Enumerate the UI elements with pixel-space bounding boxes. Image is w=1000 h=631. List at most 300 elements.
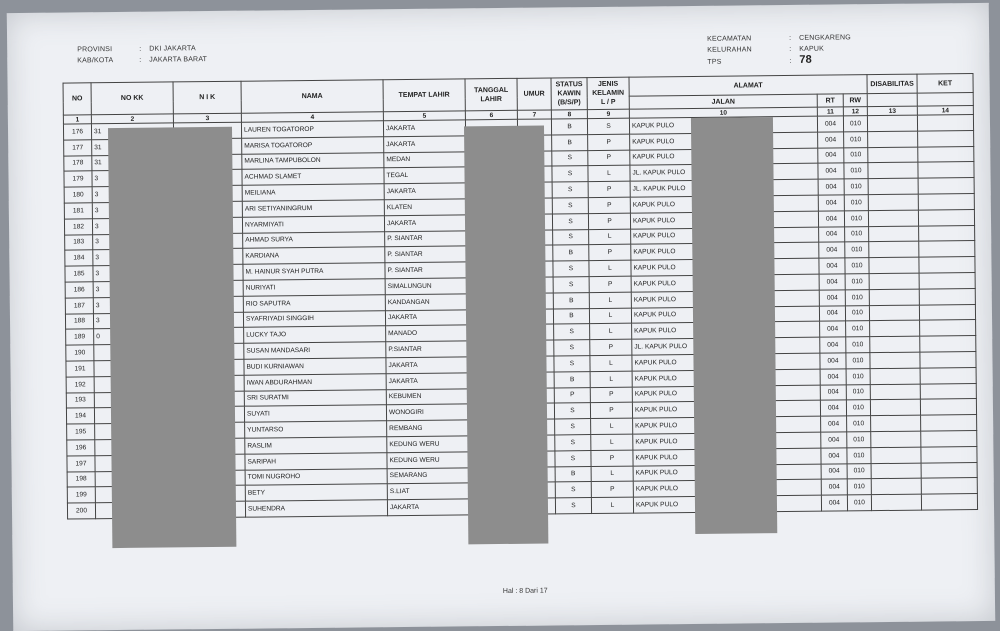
cell-jenis-kelamin: P: [588, 181, 630, 197]
cell-ket: [921, 430, 977, 446]
cell-status-kawin: S: [555, 435, 591, 451]
cell-no: 191: [66, 361, 94, 377]
column-number: 11: [817, 107, 843, 116]
cell-tempat-lahir: KLATEN: [384, 199, 466, 216]
cell-jalan: KAPUK PULO: [629, 116, 817, 134]
cell-status-kawin: S: [554, 324, 590, 340]
cell-status-kawin: S: [555, 419, 591, 435]
cell-rt: 004: [819, 258, 845, 274]
cell-nama: LUCKY TAJO: [244, 326, 386, 343]
cell-tempat-lahir: MANADO: [386, 325, 468, 342]
cell-rt: 004: [820, 337, 846, 353]
cell-nama: RIO SAPUTRA: [243, 294, 385, 311]
cell-tempat-lahir: JAKARTA: [386, 357, 468, 374]
cell-jenis-kelamin: L: [589, 308, 631, 324]
cell-no: 183: [65, 234, 93, 250]
cell-ket: [921, 478, 977, 494]
col-umur: UMUR: [517, 78, 551, 110]
cell-jalan: KAPUK PULO: [633, 416, 821, 434]
cell-rt: 004: [821, 495, 847, 511]
cell-status-kawin: B: [555, 466, 591, 482]
cell-status-kawin: S: [555, 450, 591, 466]
cell-ket: [917, 115, 973, 131]
cell-disabilitas: [867, 115, 917, 131]
column-number: 1: [63, 115, 91, 124]
cell-no-kk: 31: [92, 155, 174, 172]
cell-tempat-lahir: JAKARTA: [385, 309, 467, 326]
cell-tempat-lahir: KEDUNG WERU: [387, 452, 469, 469]
cell-no-kk: 31: [91, 123, 173, 140]
cell-status-kawin: S: [553, 261, 589, 277]
cell-tempat-lahir: P. SIANTAR: [385, 246, 467, 263]
cell-no: 188: [65, 313, 93, 329]
cell-rw: 010: [844, 210, 868, 226]
cell-jalan: KAPUK PULO: [633, 432, 821, 450]
cell-status-kawin: B: [554, 371, 590, 387]
cell-status-kawin: B: [553, 308, 589, 324]
cell-rt: 004: [819, 305, 845, 321]
cell-nama: SUYATI: [244, 405, 386, 422]
cell-nama: M. HAINUR SYAH PUTRA: [243, 263, 385, 280]
cell-rt: 004: [818, 147, 844, 163]
col-ket: KET: [917, 74, 973, 94]
cell-disabilitas: [868, 163, 918, 179]
col-tempat-lahir: TEMPAT LAHIR: [383, 79, 465, 112]
cell-no-kk: 3: [92, 170, 174, 187]
cell-no-kk: 3: [93, 249, 175, 266]
cell-rt: 004: [818, 195, 844, 211]
cell-jenis-kelamin: L: [591, 418, 633, 434]
cell-disabilitas: [871, 463, 921, 479]
cell-tempat-lahir: MEDAN: [384, 151, 466, 168]
cell-tempat-lahir: JAKARTA: [387, 499, 469, 516]
cell-no: 199: [67, 487, 95, 503]
cell-rw: 010: [847, 463, 871, 479]
col-jalan: JALAN: [629, 94, 817, 109]
cell-jalan: KAPUK PULO: [631, 274, 819, 292]
cell-tempat-lahir: SIMALUNGUN: [385, 278, 467, 295]
column-number: 3: [173, 113, 241, 123]
cell-no: 198: [67, 471, 95, 487]
cell-jalan: KAPUK PULO: [632, 322, 820, 340]
header-right: [707, 32, 851, 67]
cell-nama: SYAFRIYADI SINGGIH: [243, 310, 385, 327]
cell-disabilitas: [868, 131, 918, 147]
cell-ket: [920, 336, 976, 352]
cell-status-kawin: S: [553, 277, 589, 293]
column-number: 5: [383, 111, 465, 121]
cell-rt: 004: [820, 321, 846, 337]
cell-no-kk: 3: [93, 233, 175, 250]
cell-disabilitas: [869, 305, 919, 321]
cell-ket: [918, 146, 974, 162]
cell-status-kawin: B: [553, 245, 589, 261]
cell-disabilitas: [869, 273, 919, 289]
cell-nama: MARISA TOGATOROP: [242, 137, 384, 154]
cell-no-kk: 31: [92, 139, 174, 156]
cell-ket: [921, 415, 977, 431]
cell-status-kawin: S: [552, 150, 588, 166]
cell-disabilitas: [868, 178, 918, 194]
cell-tempat-lahir: JAKARTA: [383, 120, 465, 137]
cell-rw: 010: [847, 416, 871, 432]
header-left: [77, 43, 207, 66]
cell-no: 182: [64, 219, 92, 235]
cell-tempat-lahir: KEBUMEN: [386, 388, 468, 405]
cell-no: 180: [64, 187, 92, 203]
cell-nama: YUNTARSO: [245, 421, 387, 438]
cell-disabilitas: [868, 147, 918, 163]
cell-jalan: KAPUK PULO: [632, 385, 820, 403]
col-disabilitas-blank: [867, 93, 917, 107]
cell-tempat-lahir: S.LIAT: [387, 483, 469, 500]
cell-no: 185: [65, 266, 93, 282]
cell-jenis-kelamin: L: [589, 260, 631, 276]
cell-rw: 010: [847, 479, 871, 495]
cell-rt: 004: [819, 274, 845, 290]
cell-rt: 004: [818, 211, 844, 227]
cell-rw: 010: [845, 289, 869, 305]
cell-disabilitas: [868, 210, 918, 226]
cell-tempat-lahir: KANDANGAN: [385, 294, 467, 311]
cell-rt: 004: [818, 179, 844, 195]
cell-disabilitas: [871, 478, 921, 494]
cell-ket: [920, 383, 976, 399]
cell-jenis-kelamin: L: [590, 371, 632, 387]
redaction-block-tanggal: [464, 126, 548, 545]
cell-tempat-lahir: JAKARTA: [384, 215, 466, 232]
cell-rt: 004: [818, 132, 844, 148]
cell-ket: [920, 399, 976, 415]
cell-tempat-lahir: TEGAL: [384, 167, 466, 184]
cell-jenis-kelamin: L: [588, 166, 630, 182]
cell-ket: [921, 462, 977, 478]
cell-jalan: JL. KAPUK PULO: [630, 179, 818, 197]
cell-rw: 010: [846, 353, 870, 369]
cell-jalan: KAPUK PULO: [631, 290, 819, 308]
cell-ket: [918, 209, 974, 225]
cell-ket: [918, 162, 974, 178]
cell-status-kawin: S: [553, 229, 589, 245]
cell-disabilitas: [870, 368, 920, 384]
col-nik: N I K: [173, 81, 241, 114]
cell-disabilitas: [870, 384, 920, 400]
column-number: 12: [843, 107, 867, 116]
cell-nama: LAUREN TOGATOROP: [241, 121, 383, 138]
cell-rt: 004: [821, 463, 847, 479]
cell-rt: 004: [820, 369, 846, 385]
cell-tempat-lahir: SEMARANG: [387, 467, 469, 484]
cell-status-kawin: S: [554, 340, 590, 356]
cell-jenis-kelamin: P: [589, 276, 631, 292]
cell-jenis-kelamin: L: [590, 355, 632, 371]
cell-nama: BETY: [245, 484, 387, 501]
col-tanggal-lahir: TANGGAL LAHIR: [465, 78, 517, 111]
col-alamat: ALAMAT: [629, 75, 867, 96]
cell-no: 179: [64, 171, 92, 187]
cell-nama: SRI SURATMI: [244, 389, 386, 406]
cell-nama: TOMI NUGROHO: [245, 468, 387, 485]
cell-rw: 010: [846, 321, 870, 337]
cell-jalan: KAPUK PULO: [630, 211, 818, 229]
cell-disabilitas: [871, 415, 921, 431]
tps-line: TPS : 78: [707, 53, 813, 66]
cell-nama: MEILIANA: [242, 184, 384, 201]
cell-no: 184: [65, 250, 93, 266]
cell-tempat-lahir: REMBANG: [387, 420, 469, 437]
cell-rw: 010: [844, 195, 868, 211]
cell-tempat-lahir: WONOGIRI: [386, 404, 468, 421]
cell-jenis-kelamin: P: [588, 197, 630, 213]
column-number: 14: [917, 106, 973, 116]
cell-rt: 004: [820, 353, 846, 369]
column-number: 7: [517, 110, 551, 119]
cell-jalan: KAPUK PULO: [631, 306, 819, 324]
col-nama: NAMA: [241, 80, 383, 113]
cell-disabilitas: [871, 494, 921, 510]
cell-ket: [921, 446, 977, 462]
cell-no-kk: 3: [93, 312, 175, 329]
redaction-block-alamat: [691, 117, 777, 534]
provinsi-value: DKI JAKARTA: [149, 45, 196, 53]
cell-nama: SARIPAH: [245, 452, 387, 469]
cell-status-kawin: S: [552, 213, 588, 229]
cell-jenis-kelamin: P: [590, 339, 632, 355]
cell-nama: MARLINA TAMPUBOLON: [242, 152, 384, 169]
cell-no-kk: 3: [92, 186, 174, 203]
cell-jalan: KAPUK PULO: [630, 148, 818, 166]
cell-status-kawin: S: [552, 182, 588, 198]
cell-jenis-kelamin: P: [590, 387, 632, 403]
column-number: 4: [241, 112, 383, 122]
cell-status-kawin: B: [553, 292, 589, 308]
cell-jenis-kelamin: P: [591, 450, 633, 466]
cell-rw: 010: [845, 274, 869, 290]
cell-no: 197: [67, 455, 95, 471]
cell-ket: [919, 288, 975, 304]
cell-rt: 004: [821, 448, 847, 464]
col-ket-blank: [917, 93, 973, 107]
kelurahan-label: KELURAHAN: [707, 46, 752, 54]
cell-status-kawin: B: [552, 134, 588, 150]
col-jenis-kelamin: JENIS KELAMIN L / P: [587, 77, 629, 109]
cell-ket: [918, 178, 974, 194]
cell-rw: 010: [844, 131, 868, 147]
cell-jalan: KAPUK PULO: [633, 464, 821, 482]
col-rw: RW: [843, 94, 867, 107]
cell-status-kawin: S: [552, 198, 588, 214]
cell-jalan: KAPUK PULO: [631, 258, 819, 276]
cell-jalan: JL. KAPUK PULO: [632, 337, 820, 355]
page-number: Hal : 8 Dari 17: [502, 587, 548, 595]
column-number: 2: [91, 114, 173, 124]
cell-no-kk: 3: [92, 218, 174, 235]
cell-jenis-kelamin: L: [590, 323, 632, 339]
cell-jalan: KAPUK PULO: [633, 479, 821, 497]
cell-jenis-kelamin: L: [589, 229, 631, 245]
cell-ket: [920, 320, 976, 336]
cell-rt: 004: [821, 416, 847, 432]
cell-status-kawin: P: [554, 387, 590, 403]
cell-tempat-lahir: JAKARTA: [384, 136, 466, 153]
cell-rw: 010: [846, 384, 870, 400]
col-no: NO: [63, 83, 91, 115]
cell-rw: 010: [844, 179, 868, 195]
cell-disabilitas: [870, 320, 920, 336]
cell-ket: [920, 351, 976, 367]
cell-jalan: KAPUK PULO: [633, 448, 821, 466]
cell-nama: AHMAD SURYA: [243, 231, 385, 248]
cell-rt: 004: [821, 432, 847, 448]
cell-rw: 010: [845, 258, 869, 274]
cell-jenis-kelamin: P: [590, 402, 632, 418]
cell-jenis-kelamin: P: [588, 134, 630, 150]
column-number: 9: [587, 109, 629, 118]
cell-ket: [920, 367, 976, 383]
cell-no: 187: [65, 298, 93, 314]
cell-disabilitas: [869, 289, 919, 305]
cell-jenis-kelamin: L: [589, 292, 631, 308]
cell-jalan: KAPUK PULO: [632, 353, 820, 371]
cell-rw: 010: [845, 305, 869, 321]
cell-status-kawin: S: [555, 498, 591, 514]
cell-jalan: KAPUK PULO: [632, 401, 820, 419]
provinsi-line: PROVINSI : DKI JAKARTA: [77, 45, 196, 54]
cell-no-kk: 0: [94, 328, 176, 345]
tps-value: 78: [799, 53, 813, 66]
cell-status-kawin: B: [551, 119, 587, 135]
cell-no: 177: [64, 140, 92, 156]
cell-disabilitas: [868, 194, 918, 210]
cell-no: 192: [66, 377, 94, 393]
col-disabilitas: DISABILITAS: [867, 74, 917, 94]
kecamatan-label: KECAMATAN: [707, 35, 752, 43]
cell-no: 194: [66, 408, 94, 424]
cell-rw: 010: [844, 147, 868, 163]
cell-no: 176: [63, 124, 91, 140]
cell-no: 193: [66, 392, 94, 408]
cell-tempat-lahir: P. SIANTAR: [385, 262, 467, 279]
cell-no: 195: [67, 424, 95, 440]
column-number: 10: [629, 107, 817, 118]
cell-jalan: KAPUK PULO: [630, 195, 818, 213]
cell-jalan: KAPUK PULO: [633, 495, 821, 513]
cell-disabilitas: [871, 431, 921, 447]
cell-disabilitas: [869, 226, 919, 242]
col-no-kk: NO KK: [91, 82, 173, 115]
cell-rt: 004: [821, 479, 847, 495]
column-number: 8: [551, 110, 587, 119]
cell-tempat-lahir: P. SIANTAR: [385, 230, 467, 247]
cell-no: 196: [67, 440, 95, 456]
cell-rw: 010: [844, 163, 868, 179]
cell-disabilitas: [870, 352, 920, 368]
cell-jalan: KAPUK PULO: [632, 369, 820, 387]
cell-tempat-lahir: KEDUNG WERU: [387, 436, 469, 453]
cell-nama: RASLIM: [245, 437, 387, 454]
cell-nama: ACHMAD SLAMET: [242, 168, 384, 185]
cell-no: 190: [66, 345, 94, 361]
cell-no-kk: 3: [93, 265, 175, 282]
kecamatan-value: CENGKARENG: [799, 34, 851, 42]
cell-rw: 010: [846, 337, 870, 353]
cell-nama: NURIYATI: [243, 279, 385, 296]
cell-status-kawin: S: [554, 403, 590, 419]
cell-no-kk: 3: [93, 281, 175, 298]
kab-value: JAKARTA BARAT: [149, 56, 208, 64]
cell-nama: IWAN ABDURAHMAN: [244, 373, 386, 390]
redaction-block-kk: [108, 127, 236, 548]
cell-jalan: JL. KAPUK PULO: [630, 164, 818, 182]
cell-ket: [919, 257, 975, 273]
cell-rw: 010: [847, 495, 871, 511]
cell-jenis-kelamin: P: [589, 245, 631, 261]
cell-nama: ARI SETIYANINGRUM: [242, 200, 384, 217]
cell-rw: 010: [846, 368, 870, 384]
cell-rt: 004: [819, 242, 845, 258]
tps-label: TPS: [707, 58, 722, 66]
kecamatan-line: KECAMATAN : CENGKARENG: [707, 34, 851, 43]
cell-jalan: KAPUK PULO: [630, 132, 818, 150]
cell-rt: 004: [820, 400, 846, 416]
cell-status-kawin: S: [554, 356, 590, 372]
cell-rw: 010: [845, 242, 869, 258]
cell-rw: 010: [843, 116, 867, 132]
cell-nama: SUSAN MANDASARI: [244, 342, 386, 359]
cell-ket: [918, 130, 974, 146]
cell-rt: 004: [818, 163, 844, 179]
cell-nama: SUHENDRA: [245, 500, 387, 517]
cell-ket: [919, 304, 975, 320]
cell-status-kawin: S: [555, 482, 591, 498]
cell-rw: 010: [847, 432, 871, 448]
cell-ket: [919, 225, 975, 241]
col-rt: RT: [817, 94, 843, 107]
cell-disabilitas: [869, 241, 919, 257]
cell-rw: 010: [845, 226, 869, 242]
cell-nama: NYARMIYATI: [242, 215, 384, 232]
cell-jenis-kelamin: L: [591, 497, 633, 513]
cell-tempat-lahir: JAKARTA: [384, 183, 466, 200]
cell-jenis-kelamin: L: [591, 466, 633, 482]
cell-disabilitas: [870, 399, 920, 415]
cell-nama: KARDIANA: [243, 247, 385, 264]
cell-ket: [919, 241, 975, 257]
cell-rt: 004: [817, 116, 843, 132]
cell-rw: 010: [846, 400, 870, 416]
kelurahan-value: KAPUK: [799, 45, 824, 53]
cell-jenis-kelamin: L: [591, 434, 633, 450]
cell-rw: 010: [847, 447, 871, 463]
cell-no: 200: [67, 503, 95, 519]
cell-no: 181: [64, 203, 92, 219]
kab-line: KAB/KOTA : JAKARTA BARAT: [77, 56, 208, 65]
cell-jalan: KAPUK PULO: [631, 243, 819, 261]
cell-jenis-kelamin: P: [588, 213, 630, 229]
cell-jalan: KAPUK PULO: [631, 227, 819, 245]
cell-no-kk: 3: [92, 202, 174, 219]
cell-disabilitas: [871, 447, 921, 463]
cell-no: 186: [65, 282, 93, 298]
col-status-kawin: STATUS KAWIN (B/S/P): [551, 78, 587, 110]
cell-jenis-kelamin: P: [591, 481, 633, 497]
cell-status-kawin: S: [552, 166, 588, 182]
cell-tempat-lahir: JAKARTA: [386, 373, 468, 390]
cell-disabilitas: [869, 257, 919, 273]
cell-ket: [918, 194, 974, 210]
cell-rt: 004: [820, 384, 846, 400]
document-sheet: [7, 3, 995, 631]
